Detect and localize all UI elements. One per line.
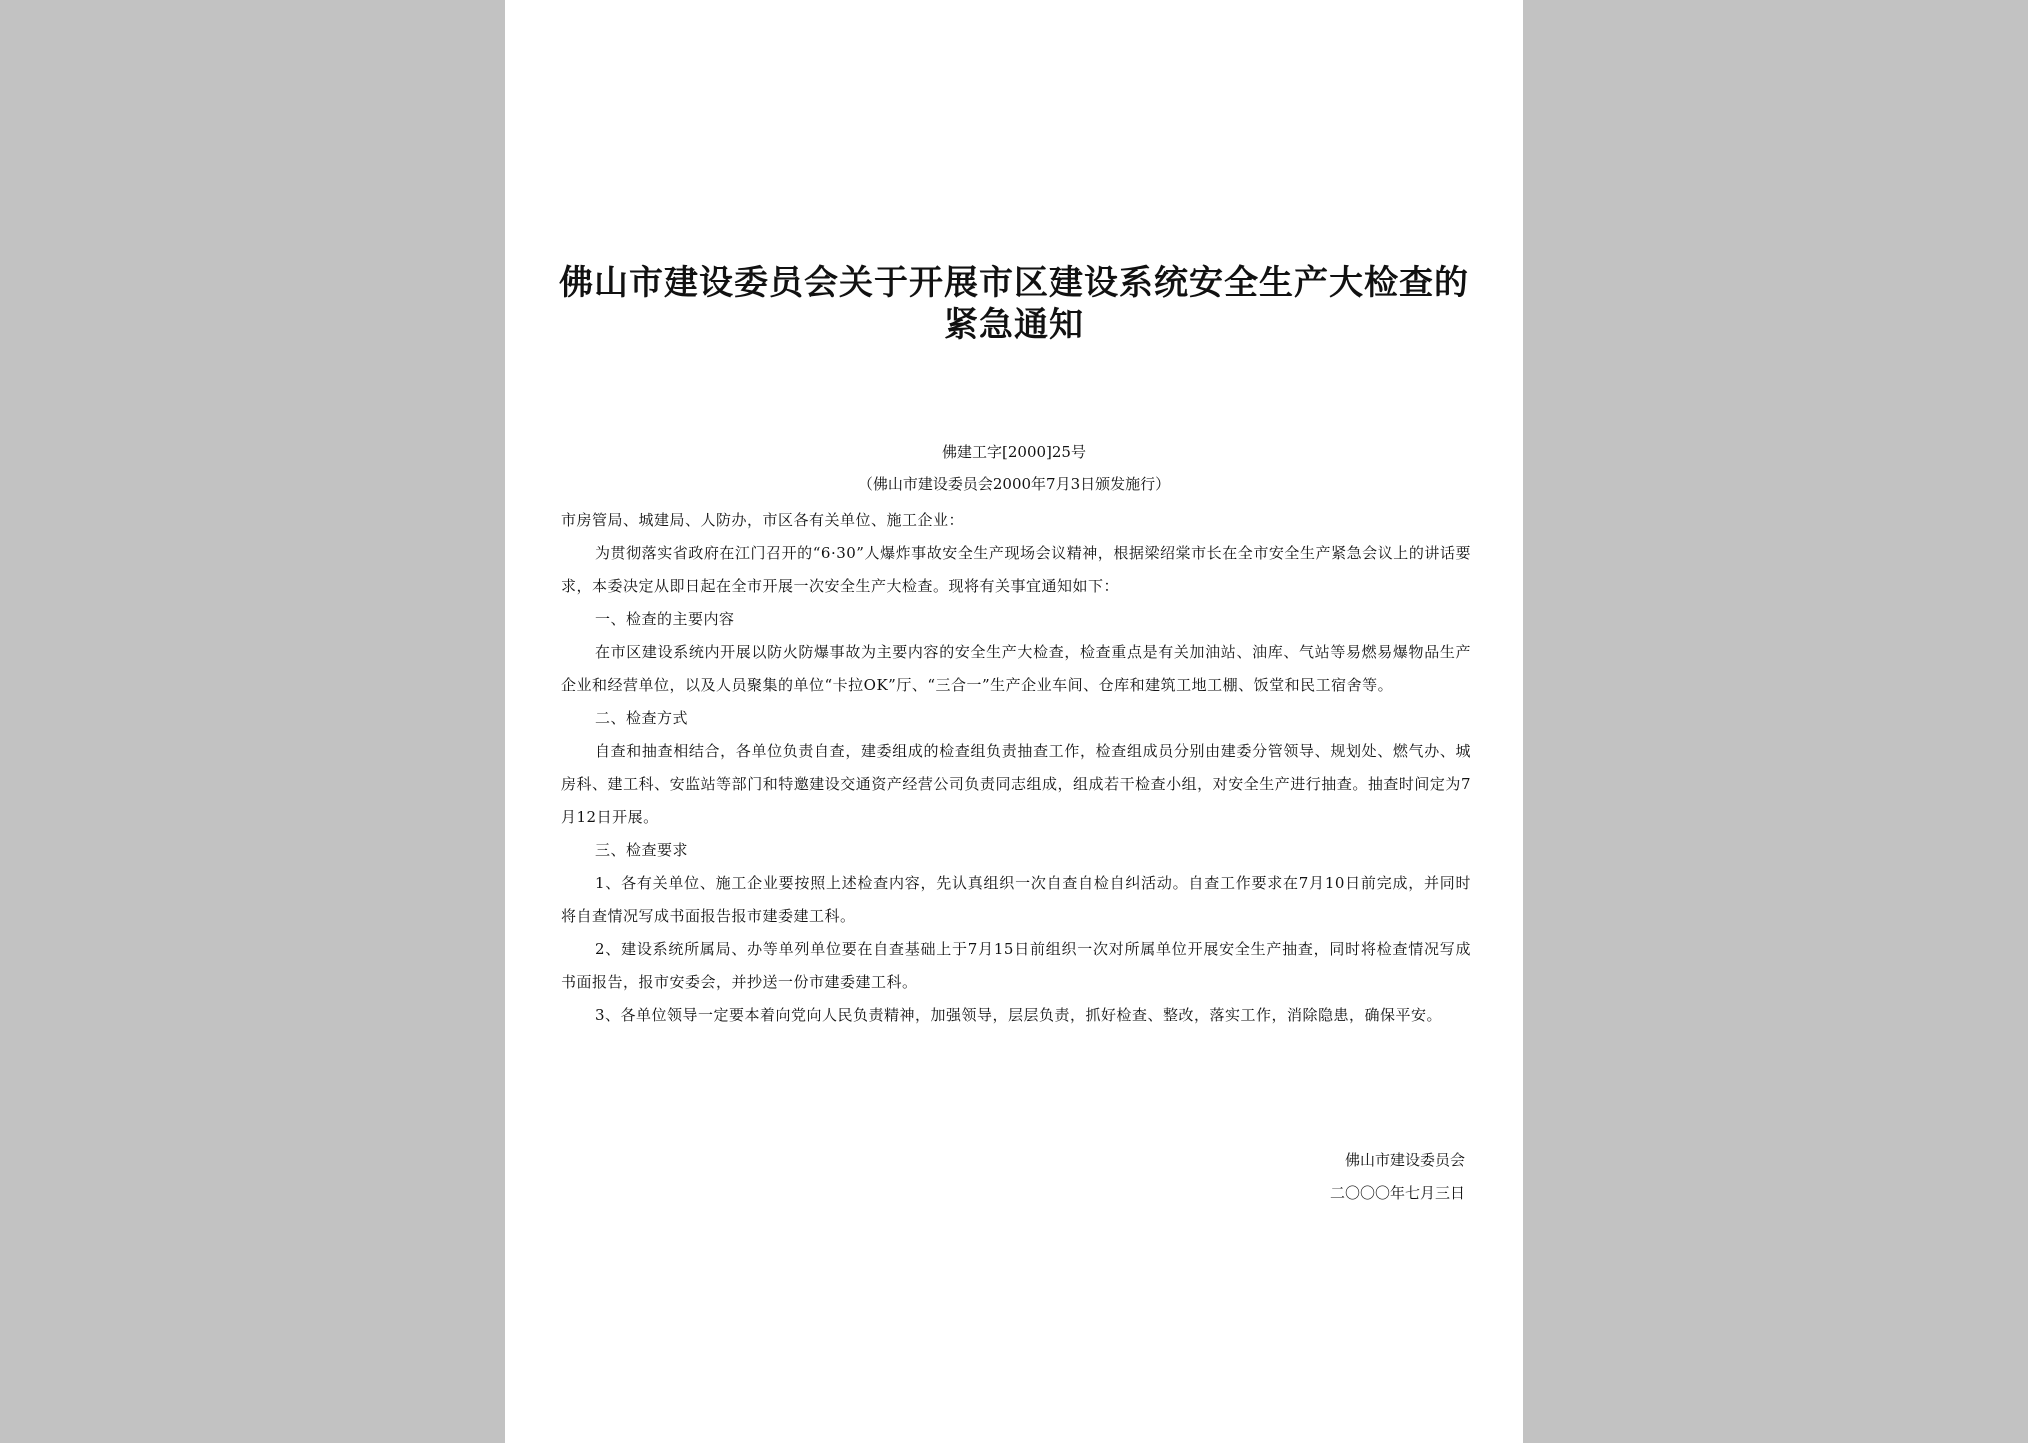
section-content-paragraph: 在市区建设系统内开展以防火防爆事故为主要内容的安全生产大检查，检查重点是有关加油站、油库、气站等易燃易爆物品生产企业和经营单位，以及人员聚集的单位“卡拉OK”厅、“三合一”生产企业车间、仓库和建筑工地工棚、饭堂和民工宿舍等。: [561, 643, 1471, 694]
intro-paragraph: 为贯彻落实省政府在江门召开的“6·30”人爆炸事故安全生产现场会议精神，根据梁绍棠市长在全市安全生产紧急会议上的讲话要求，本委决定从即日起在全市开展一次安全生产大检查。现将有关事宜通知如下：: [561, 544, 1471, 595]
requirement-item-2: 2、建设系统所属局、办等单列单位要在自查基础上于7月15日前组织一次对所属单位开展安全生产抽查，同时将检查情况写成书面报告，报市安委会，并抄送一份市建委建工科。: [561, 940, 1471, 991]
addressee-line: 市房管局、城建局、人防办，市区各有关单位、施工企业：: [561, 511, 965, 529]
document-body: [561, 504, 1471, 1032]
section-heading-method: 二、检查方式: [595, 709, 689, 727]
signature-block: [1330, 1144, 1465, 1210]
requirement-item-1: 1、各有关单位、施工企业要按照上述检查内容，先认真组织一次自查自检自纠活动。自查工作要求在7月10日前完成，并同时将自查情况写成书面报告报市建委建工科。: [561, 874, 1471, 925]
section-heading-content: 一、检查的主要内容: [595, 610, 735, 628]
requirement-item-3: 3、各单位领导一定要本着向党向人民负责精神，加强领导，层层负责，抓好检查、整改，落实工作，消除隐患，确保平安。: [595, 1006, 1443, 1024]
signature-organization: 佛山市建设委员会: [1344, 1151, 1465, 1169]
signature-date: 二〇〇〇年七月三日: [1329, 1184, 1465, 1202]
section-heading-requirements: 三、检查要求: [595, 841, 689, 859]
issued-note: （佛山市建设委员会2000年7月3日颁发施行）: [857, 475, 1171, 493]
document-title: 佛山市建设委员会关于开展市区建设系统安全生产大检查的紧急通知: [559, 263, 1469, 345]
section-method-paragraph: 自查和抽查相结合，各单位负责自查，建委组成的检查组负责抽查工作，检查组成员分别由建委分管领导、规划处、燃气办、城房科、建工科、安监站等部门和特邀建设交通资产经营公司负责同志组成，组成若干检查小组，对安全生产进行抽查。抽查时间定为7月12日开展。: [561, 742, 1471, 826]
document-page: [505, 0, 1523, 1443]
document-number: 佛建工字[2000]25号: [942, 443, 1086, 461]
